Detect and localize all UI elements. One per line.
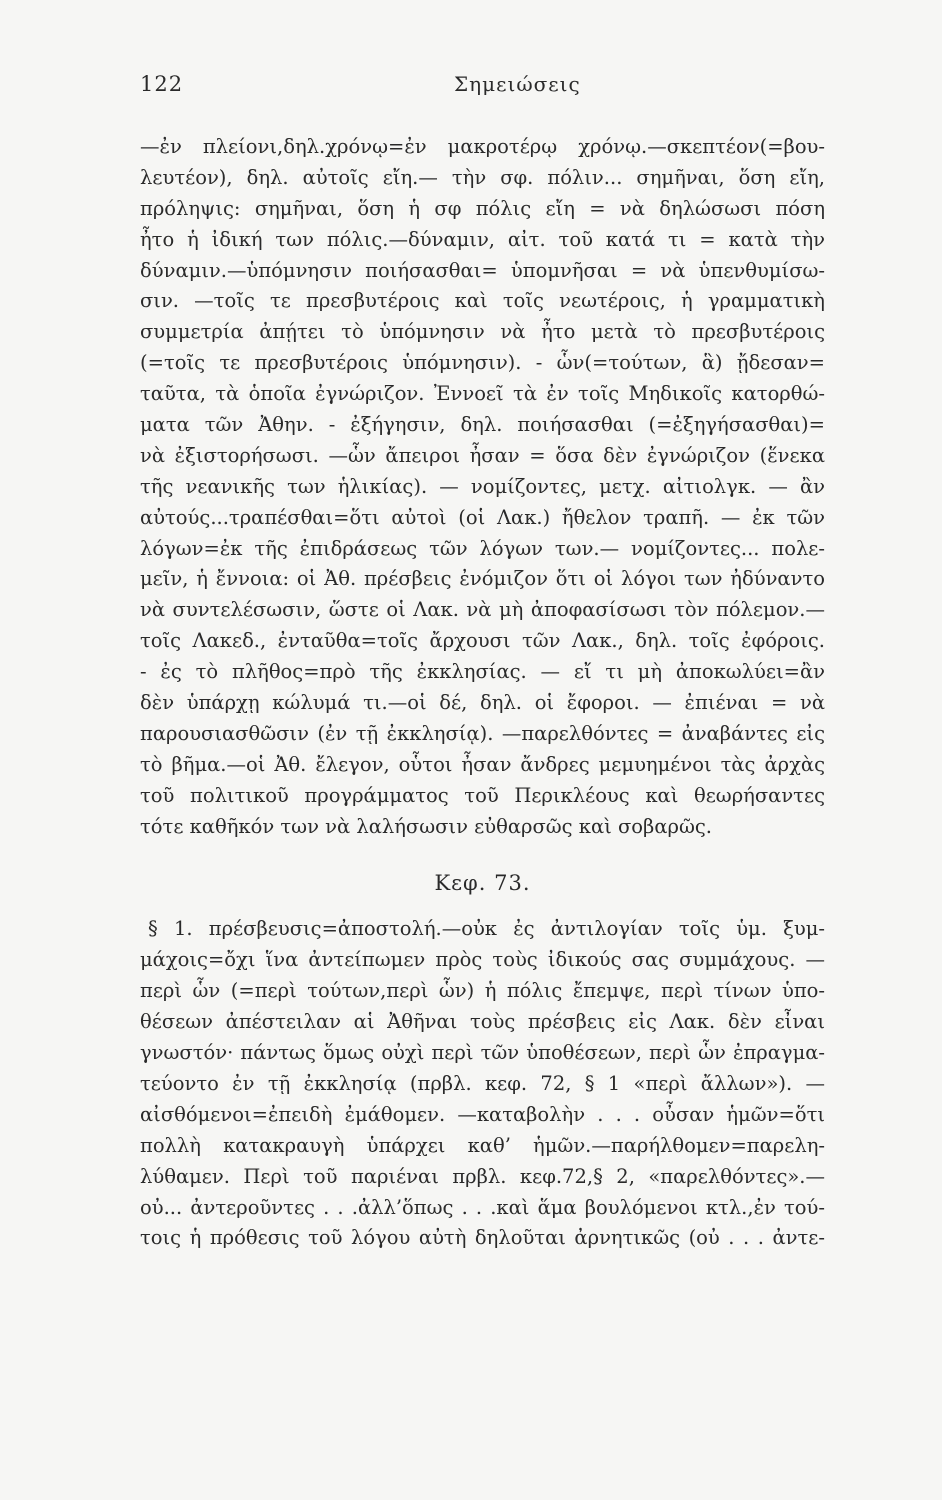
text-line: τῆς νεανικῆς των ἡλικίας). — νομίζοντες, μετχ. αἰτιολγκ. — ἂν — [140, 474, 825, 498]
text-line: γνωστόν· πάντως ὅμως οὐχὶ περὶ τῶν ὑποθέσεων, περὶ ὧν ἐπραγμα- — [140, 1041, 825, 1065]
chapter-heading: Κεφ. 73. — [434, 871, 531, 896]
text-line: —ἐν πλείονι,δηλ.χρόνῳ=ἐν μακροτέρῳ χρόνῳ.—σκεπτέον(=βου- — [140, 135, 825, 158]
text-line: τοῖς Λακεδ., ἐνταῦθα=τοῖς ἄρχουσι τῶν Λακ., δηλ. τοῖς ἐφόροις. — [140, 629, 825, 653]
text-line: (=τοῖς τε πρεσβυτέροις ὑπόμνησιν). - ὧν(=τούτων, ἃ) ᾔδεσαν= — [140, 351, 825, 375]
page-body — [140, 132, 825, 1254]
text-line: αὐτούς...τραπέσθαι=ὅτι αὐτοὶ (οἱ Λακ.) ἤθελον τραπῆ. — ἐκ τῶν — [140, 505, 825, 529]
text-line: ταῦτα, τὰ ὁποῖα ἐγνώριζον. Ἐννοεῖ τὰ ἐν τοῖς Μηδικοῖς κατορθώ- — [140, 382, 825, 406]
text-line: ματα τῶν Ἀθην. - ἐξήγησιν, δηλ. ποιήσασθαι (=ἐξηγήσασθαι)= — [140, 413, 825, 437]
chapter-block — [140, 914, 825, 1254]
running-title: Σημειώσεις — [454, 72, 581, 96]
text-line: θέσεων ἀπέστειλαν αἱ Ἀθῆναι τοὺς πρέσβεις εἰς Λακ. δὲν εἶναι — [140, 1010, 825, 1034]
page-number: 122 — [140, 72, 184, 96]
text-line: τεύοντο ἐν τῇ ἐκκλησίᾳ (πρβλ. κεφ. 72, § 1 «περὶ ἄλλων»). — — [140, 1071, 825, 1095]
page-header — [140, 72, 810, 102]
text-line: λευτέον), δηλ. αὐτοῖς εἴη.— τὴν σφ. πόλιν... σημῆναι, ὅση εἴη, — [140, 165, 825, 189]
text-line: παρουσιασθῶσιν (ἐν τῇ ἐκκλησίᾳ). —παρελθόντες = ἀναβάντες εἰς — [140, 721, 825, 745]
text-line: τοῦ πολιτικοῦ προγράμματος τοῦ Περικλέους καὶ θεωρήσαντες — [140, 783, 825, 807]
text-line: νὰ συντελέσωσιν, ὥστε οἱ Λακ. νὰ μὴ ἀποφασίσωσι τὸν πόλεμον.— — [140, 598, 825, 622]
text-line: μάχοις=ὄχι ἵνα ἀντείπωμεν πρὸς τοὺς ἰδικούς σας συμμάχους. — — [140, 948, 825, 972]
text-line: τοις ἡ πρόθεσις τοῦ λόγου αὐτὴ δηλοῦται ἀρνητικῶς (οὐ . . . ἀντε- — [140, 1226, 825, 1250]
text-line: § 1. πρέσβευσις=ἀποστολή.—οὐκ ἐς ἀντιλογίαν τοῖς ὑμ. ξυμ- — [148, 917, 825, 941]
text-line: δύναμιν.—ὑπόμνησιν ποιήσασθαι= ὑπομνῆσαι = νὰ ὑπενθυμίσω- — [140, 258, 825, 282]
text-line: δὲν ὑπάρχῃ κώλυμά τι.—οἱ δέ, δηλ. οἱ ἔφοροι. — ἐπιέναι = νὰ — [140, 691, 825, 715]
text-line: πρόληψις: σημῆναι, ὅση ἡ σφ πόλις εἴη = νὰ δηλώσωσι πόση — [140, 196, 825, 220]
text-line: μεῖν, ἡ ἔννοια: οἱ Ἀθ. πρέσβεις ἐνόμιζον ὅτι οἱ λόγοι των ἠδύναντο — [140, 567, 825, 591]
text-line: - ἐς τὸ πλῆθος=πρὸ τῆς ἐκκλησίας. — εἴ τι μὴ ἀποκωλύει=ἂν — [140, 660, 825, 684]
text-line: τότε καθῆκόν των νὰ λαλήσωσιν εὐθαρσῶς καὶ σοβαρῶς. — [140, 814, 712, 838]
text-line: τὸ βῆμα.—οἱ Ἀθ. ἔλεγον, οὗτοι ἦσαν ἄνδρες μεμυημένοι τὰς ἀρχὰς — [140, 752, 825, 776]
text-line: ἦτο ἡ ἰδική των πόλις.—δύναμιν, αἰτ. τοῦ κατά τι = κατὰ τὴν — [140, 227, 825, 251]
notes-block — [140, 132, 825, 842]
text-line: λύθαμεν. Περὶ τοῦ παριέναι πρβλ. κεφ.72,§ 2, «παρελθόντες».— — [140, 1164, 825, 1188]
text-line: συμμετρία ἀπῄτει τὸ ὑπόμνησιν νὰ ἦτο μετὰ τὸ πρεσβυτέροις — [140, 320, 825, 344]
text-line: αἰσθόμενοι=ἐπειδὴ ἐμάθομεν. —καταβολὴν . . . οὖσαν ἡμῶν=ὅτι — [140, 1102, 825, 1126]
text-line: σιν. —τοῖς τε πρεσβυτέροις καὶ τοῖς νεωτέροις, ἡ γραμματικὴ — [140, 289, 825, 313]
text-line: πολλὴ κατακραυγὴ ὑπάρχει καθ’ ἡμῶν.—παρήλθομεν=παρελη- — [140, 1133, 825, 1157]
text-line: λόγων=ἐκ τῆς ἐπιδράσεως τῶν λόγων των.— νομίζοντες... πολε- — [140, 536, 825, 560]
text-line: οὐ... ἀντεροῦντες . . .ἀλλ’ὅπως . . .καὶ ἅμα βουλόμενοι κτλ.,ἐν τού- — [140, 1195, 825, 1219]
text-line: νὰ ἐξιστορήσωσι. —ὧν ἄπειροι ἦσαν = ὅσα δὲν ἐγνώριζον (ἕνεκα — [140, 443, 825, 467]
text-line: περὶ ὧν (=περὶ τούτων,περὶ ὧν) ἡ πόλις ἔπεμψε, περὶ τίνων ὑπο- — [140, 979, 825, 1003]
